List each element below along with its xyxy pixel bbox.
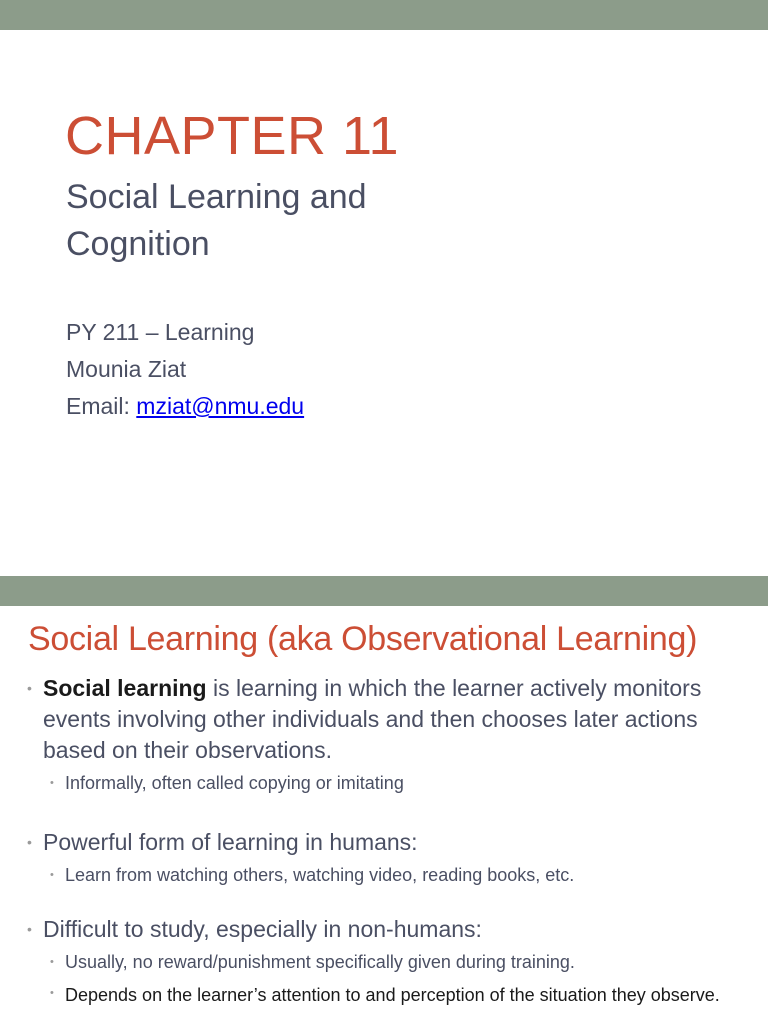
email-line [66,388,304,425]
bullet-bold-term: Social learning [43,675,207,701]
sub-bullet-text: Informally, often called copying or imitating [65,773,404,793]
slide-header-band [0,0,768,30]
sub-bullet-text: Usually, no reward/punishment specifically given during training. [65,952,575,972]
sub-bullet-item [0,947,768,978]
chapter-title: CHAPTER 11 [65,106,400,166]
sub-bullet-item [0,768,768,799]
email-link[interactable]: mziat@nmu.edu [136,393,305,419]
bullet-dot: • [50,987,54,999]
bullet-item [0,827,768,858]
bullet-item [0,914,768,945]
sub-bullet-item [0,982,768,1008]
sub-bullet-text: Depends on the learner’s attention to and perception of the situation they observe. [65,985,720,1005]
bullet-dot: • [27,680,32,696]
course-info [66,314,304,425]
sub-bullet-item [0,860,768,891]
course-name: PY 211 – Learning [66,319,255,345]
bullet-dot: • [27,921,32,937]
email-label: Email: [66,393,137,419]
slide-header-band [0,576,768,606]
content-slide [0,576,768,1024]
instructor-name: Mounia Ziat [66,356,187,382]
bullet-text: Difficult to study, especially in non-humans: [43,916,482,942]
bullet-list [0,673,768,1008]
bullet-text: Powerful form of learning in humans: [43,829,418,855]
bullet-dot: • [27,834,32,850]
bullet-dot: • [50,869,54,881]
bullet-text: is learning in which the learner actively monitors events involving other individuals and then chooses later actions based on their observations. [43,675,702,763]
subtitle-line-2: Cognition [66,225,210,263]
bullet-dot: • [50,777,54,789]
sub-bullet-text: Learn from watching others, watching video, reading books, etc. [65,865,575,885]
bullet-dot: • [50,956,54,968]
subtitle-line-1: Social Learning and [66,178,367,216]
chapter-subtitle [66,174,367,268]
slide-title: Social Learning (aka Observational Learning) [28,620,698,658]
bullet-item [0,673,768,766]
